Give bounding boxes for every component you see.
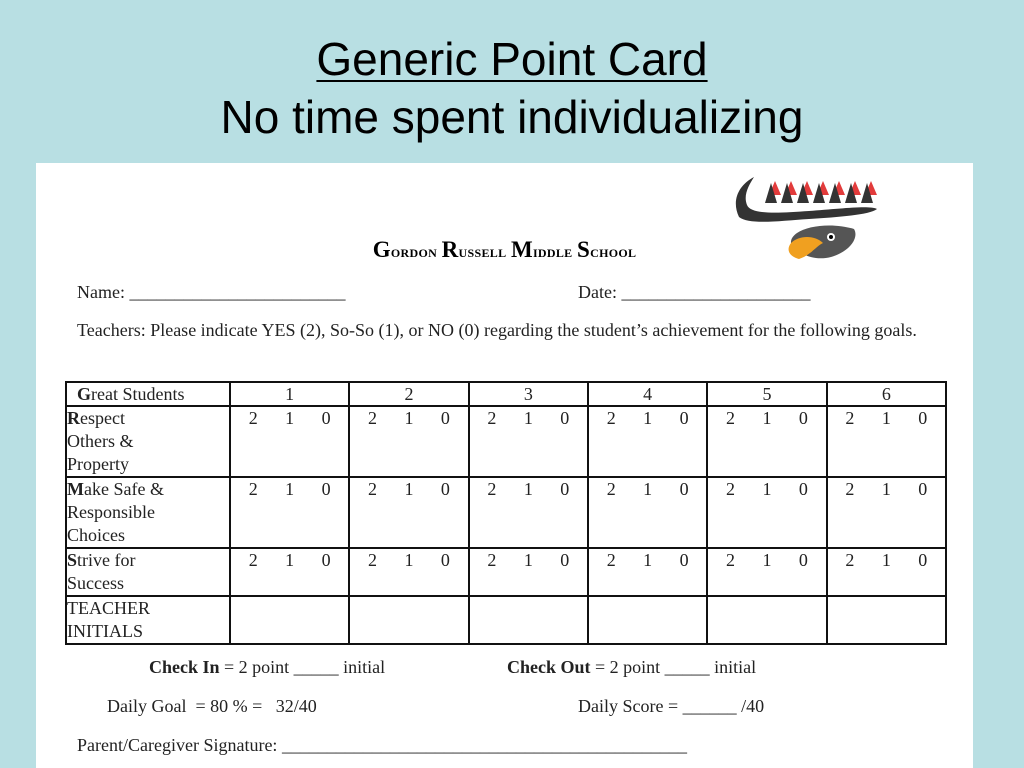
score-option[interactable]: 0 (440, 479, 450, 499)
goal-label-line2: Responsible (67, 502, 155, 522)
goal-label-initial: R (67, 408, 80, 428)
score-option[interactable]: 0 (918, 550, 928, 570)
score-option[interactable]: 2 (487, 479, 497, 499)
point-card-document (36, 163, 973, 768)
score-cell[interactable] (349, 477, 468, 548)
score-option[interactable]: 0 (798, 479, 808, 499)
score-option[interactable]: 1 (881, 479, 891, 499)
score-cell[interactable] (827, 548, 946, 596)
score-cell[interactable] (827, 406, 946, 477)
daily-goal: Daily Goal = 80 % = 32/40 (107, 696, 317, 716)
score-cell[interactable] (469, 406, 588, 477)
score-cell[interactable] (230, 477, 349, 548)
score-option[interactable]: 1 (643, 550, 653, 570)
period-header: 2 (349, 382, 468, 406)
great-students-header-initial: G (77, 384, 92, 404)
goal-label (66, 548, 230, 596)
great-students-header (66, 382, 230, 406)
score-option[interactable]: 0 (918, 408, 928, 428)
school-name-initial-m: M (510, 237, 533, 262)
score-option[interactable]: 1 (881, 408, 891, 428)
goal-label-initial: M (67, 479, 84, 499)
score-option[interactable]: 2 (845, 550, 855, 570)
slide-title-line1: Generic Point Card (316, 33, 708, 85)
score-option[interactable]: 1 (643, 408, 653, 428)
score-option[interactable]: 1 (762, 479, 772, 499)
goal-label-line3: Choices (67, 525, 125, 545)
score-cell[interactable] (349, 548, 468, 596)
initials-cell[interactable] (349, 596, 468, 644)
score-option[interactable]: 1 (285, 550, 295, 570)
check-in-label: Check In (149, 657, 220, 677)
score-option[interactable]: 2 (726, 479, 736, 499)
score-option[interactable]: 1 (404, 550, 414, 570)
teacher-initials-label (66, 596, 230, 644)
slide-title (0, 30, 1024, 146)
score-cell[interactable] (230, 406, 349, 477)
score-cell[interactable] (230, 548, 349, 596)
name-label: Name: (77, 282, 125, 302)
signature-blank[interactable]: _____________________________________________ (281, 735, 687, 755)
goal-label-line2: Success (67, 573, 124, 593)
school-name (36, 237, 973, 263)
school-name-initial-g: G (372, 237, 391, 262)
score-option[interactable]: 2 (726, 550, 736, 570)
score-option[interactable]: 1 (762, 550, 772, 570)
check-in-line (149, 657, 385, 678)
score-option[interactable]: 0 (321, 550, 331, 570)
check-out-label: Check Out (507, 657, 591, 677)
instructions-text: Teachers: Please indicate YES (2), So-So (1), or NO (0) regarding the student’s achievement for the following goals. (77, 320, 917, 340)
score-option[interactable]: 0 (560, 550, 570, 570)
score-option[interactable]: 2 (726, 408, 736, 428)
score-option[interactable]: 0 (440, 550, 450, 570)
goal-label-line3: Property (67, 454, 129, 474)
score-option[interactable]: 1 (285, 479, 295, 499)
score-cell[interactable] (469, 548, 588, 596)
score-option[interactable]: 2 (606, 550, 616, 570)
school-name-word-3: iddle (532, 242, 573, 261)
goal-label-line2: Others & (67, 431, 134, 451)
school-name-word-2: ussell (458, 242, 507, 261)
score-option[interactable]: 0 (679, 550, 689, 570)
initials-cell[interactable] (707, 596, 826, 644)
score-option[interactable]: 1 (404, 479, 414, 499)
signature-label: Parent/Caregiver Signature: (77, 735, 278, 755)
goal-label-initial: S (67, 550, 78, 570)
date-label: Date: (578, 282, 617, 302)
score-option[interactable]: 2 (368, 550, 378, 570)
table-header-row (66, 382, 946, 406)
score-option[interactable]: 2 (606, 408, 616, 428)
score-cell[interactable] (588, 548, 707, 596)
score-option[interactable]: 2 (248, 550, 258, 570)
score-option[interactable]: 0 (798, 550, 808, 570)
goal-label-text: ake Safe & (84, 479, 164, 499)
score-option[interactable]: 1 (881, 550, 891, 570)
score-option[interactable]: 1 (523, 550, 533, 570)
school-name-initial-s: S (577, 237, 591, 262)
score-option[interactable]: 0 (560, 408, 570, 428)
score-cell[interactable] (469, 477, 588, 548)
score-cell[interactable] (707, 406, 826, 477)
score-option[interactable]: 0 (679, 408, 689, 428)
score-option[interactable]: 1 (762, 408, 772, 428)
point-card-table (65, 381, 947, 645)
score-option[interactable]: 2 (368, 408, 378, 428)
score-option[interactable]: 2 (248, 408, 258, 428)
signature-line[interactable] (77, 735, 687, 756)
period-header: 4 (588, 382, 707, 406)
score-option[interactable]: 0 (440, 408, 450, 428)
check-out-text[interactable]: = 2 point _____ initial (595, 657, 757, 677)
score-cell[interactable] (349, 406, 468, 477)
goal-row-respect (66, 406, 946, 477)
score-option[interactable]: 2 (606, 479, 616, 499)
score-option[interactable]: 0 (560, 479, 570, 499)
school-name-word-1: ordon (390, 242, 438, 261)
score-option[interactable]: 2 (845, 408, 855, 428)
period-header: 6 (827, 382, 946, 406)
school-name-word-4: chool (590, 242, 637, 261)
score-option[interactable]: 2 (248, 479, 258, 499)
score-option[interactable]: 2 (487, 550, 497, 570)
period-header: 1 (230, 382, 349, 406)
score-option[interactable]: 1 (285, 408, 295, 428)
score-option[interactable]: 1 (523, 408, 533, 428)
teacher-initials-row (66, 596, 946, 644)
name-blank[interactable]: ________________________ (129, 282, 346, 302)
great-students-header-text: reat Students (91, 384, 185, 404)
score-option[interactable]: 0 (918, 479, 928, 499)
daily-score[interactable]: Daily Score = ______ /40 (578, 696, 765, 716)
date-field[interactable] (578, 282, 810, 303)
score-option[interactable]: 0 (321, 479, 331, 499)
score-cell[interactable] (707, 477, 826, 548)
check-in-text[interactable]: = 2 point _____ initial (224, 657, 386, 677)
score-option[interactable]: 0 (321, 408, 331, 428)
period-header: 5 (707, 382, 826, 406)
initials-cell[interactable] (827, 596, 946, 644)
score-cell[interactable] (588, 477, 707, 548)
score-option[interactable]: 2 (845, 479, 855, 499)
score-option[interactable]: 1 (404, 408, 414, 428)
check-out-line (507, 657, 756, 678)
score-cell[interactable] (827, 477, 946, 548)
slide-title-line2: No time spent individualizing (220, 91, 804, 143)
score-option[interactable]: 0 (679, 479, 689, 499)
name-field[interactable] (77, 282, 345, 303)
score-option[interactable]: 1 (643, 479, 653, 499)
teacher-initials-line1: TEACHER (67, 598, 150, 618)
initials-cell[interactable] (230, 596, 349, 644)
goal-row-make-safe (66, 477, 946, 548)
goal-label (66, 406, 230, 477)
goal-label-text: espect (80, 408, 125, 428)
score-cell[interactable] (707, 548, 826, 596)
teacher-initials-line2: INITIALS (67, 621, 143, 641)
school-name-initial-r: R (441, 237, 459, 262)
date-blank[interactable]: _____________________ (621, 282, 811, 302)
score-option[interactable]: 1 (523, 479, 533, 499)
score-option[interactable]: 0 (798, 408, 808, 428)
initials-cell[interactable] (469, 596, 588, 644)
goal-row-strive (66, 548, 946, 596)
period-header: 3 (469, 382, 588, 406)
goal-label (66, 477, 230, 548)
score-option[interactable]: 2 (487, 408, 497, 428)
score-cell[interactable] (588, 406, 707, 477)
goal-label-text: trive for (77, 550, 136, 570)
initials-cell[interactable] (588, 596, 707, 644)
score-option[interactable]: 2 (368, 479, 378, 499)
